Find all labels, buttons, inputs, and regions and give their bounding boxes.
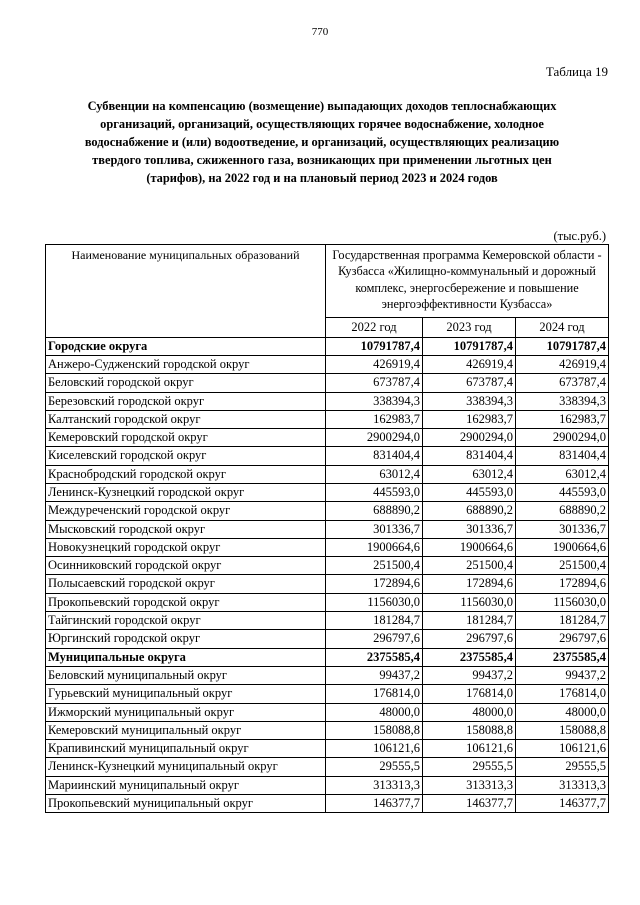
table-row [46,410,609,428]
municipality-name: Осинниковский городской округ [46,557,326,575]
value-2022: 296797,6 [326,630,423,648]
table-row [46,502,609,520]
value-2023: 63012,4 [423,465,516,483]
table-label: Таблица 19 [545,64,608,79]
value-2023: 338394,3 [423,392,516,410]
value-2024: 99437,2 [516,666,609,684]
value-2022: 2375585,4 [326,648,423,666]
document-title [44,97,600,187]
municipality-name: Прокопьевский муниципальный округ [46,795,326,813]
value-2023: 181284,7 [423,612,516,630]
table-row [46,593,609,611]
value-2022: 172894,6 [326,575,423,593]
municipality-name: Беловский городской округ [46,374,326,392]
table-row [46,557,609,575]
table-row [46,447,609,465]
table-row [46,740,609,758]
value-2024: 1900664,6 [516,538,609,556]
municipality-name: Полысаевский городской округ [46,575,326,593]
value-2023: 158088,8 [423,721,516,739]
value-2022: 301336,7 [326,520,423,538]
value-2024: 1156030,0 [516,593,609,611]
table-body [46,337,609,813]
municipality-name: Кемеровский городской округ [46,429,326,447]
group-row [46,648,609,666]
table-row [46,392,609,410]
value-2023: 2900294,0 [423,429,516,447]
page-number: 770 [311,26,329,38]
title-line: организаций, организаций, осуществляющих горячее водоснабжение, холодное [100,117,544,131]
table-row [46,630,609,648]
municipality-name: Ижморский муниципальный округ [46,703,326,721]
table-row [46,575,609,593]
value-2023: 29555,5 [423,758,516,776]
table-row [46,465,609,483]
municipality-name: Тайгинский городской округ [46,612,326,630]
value-2024: 673787,4 [516,374,609,392]
value-2024: 172894,6 [516,575,609,593]
value-2023: 301336,7 [423,520,516,538]
value-2024: 181284,7 [516,612,609,630]
title-line: водоснабжение и (или) водоотведение, и организаций, осуществляющих реализацию [84,135,560,149]
value-2022: 99437,2 [326,666,423,684]
value-2022: 2900294,0 [326,429,423,447]
title-line: (тарифов), на 2022 год и на плановый период 2023 и 2024 годов [146,171,498,185]
municipality-name: Краснобродский городской округ [46,465,326,483]
subsidies-table [45,244,609,813]
table-row [46,721,609,739]
value-2023: 146377,7 [423,795,516,813]
municipality-name: Юргинский городской округ [46,630,326,648]
value-2022: 162983,7 [326,410,423,428]
title-line: Субвенции на компенсацию (возмещение) выпадающих доходов теплоснабжающих [87,99,557,113]
value-2024: 29555,5 [516,758,609,776]
municipality-name: Киселевский городской округ [46,447,326,465]
value-2022: 158088,8 [326,721,423,739]
value-2023: 296797,6 [423,630,516,648]
table-header-row [46,245,609,318]
value-2024: 176814,0 [516,685,609,703]
value-2023: 162983,7 [423,410,516,428]
unit-label: (тыс.руб.) [553,229,606,243]
value-2023: 48000,0 [423,703,516,721]
value-2022: 10791787,4 [326,337,423,355]
value-2022: 176814,0 [326,685,423,703]
value-2024: 2375585,4 [516,648,609,666]
value-2023: 99437,2 [423,666,516,684]
table-row [46,355,609,373]
value-2024: 2900294,0 [516,429,609,447]
municipality-name: Городские округа [46,337,326,355]
value-2024: 251500,4 [516,557,609,575]
value-2022: 688890,2 [326,502,423,520]
value-2024: 158088,8 [516,721,609,739]
header-program: Государственная программа Кемеровской области - Кузбасса «Жилищно-коммунальный и дорожный комплекс, энергосбережение и повышение энергоэффективности Кузбасса» [326,245,609,318]
municipality-name: Ленинск-Кузнецкий городской округ [46,484,326,502]
municipality-name: Гурьевский муниципальный округ [46,685,326,703]
table-row [46,612,609,630]
value-2024: 313313,3 [516,776,609,794]
value-2024: 426919,4 [516,355,609,373]
table-row [46,538,609,556]
value-2024: 445593,0 [516,484,609,502]
value-2024: 296797,6 [516,630,609,648]
value-2023: 10791787,4 [423,337,516,355]
municipality-name: Крапивинский муниципальный округ [46,740,326,758]
value-2022: 445593,0 [326,484,423,502]
value-2024: 162983,7 [516,410,609,428]
municipality-name: Мариинский муниципальный округ [46,776,326,794]
header-year-2023: 2023 год [423,317,516,337]
municipality-name: Анжеро-Судженский городской округ [46,355,326,373]
value-2024: 106121,6 [516,740,609,758]
municipality-name: Беловский муниципальный округ [46,666,326,684]
value-2023: 445593,0 [423,484,516,502]
value-2023: 1156030,0 [423,593,516,611]
value-2023: 2375585,4 [423,648,516,666]
value-2022: 146377,7 [326,795,423,813]
value-2023: 426919,4 [423,355,516,373]
value-2023: 673787,4 [423,374,516,392]
value-2023: 1900664,6 [423,538,516,556]
table-row [46,484,609,502]
table-row [46,374,609,392]
header-year-2022: 2022 год [326,317,423,337]
value-2022: 831404,4 [326,447,423,465]
table-row [46,703,609,721]
value-2023: 176814,0 [423,685,516,703]
value-2022: 673787,4 [326,374,423,392]
municipality-name: Мысковский городской округ [46,520,326,538]
municipality-name: Березовский городской округ [46,392,326,410]
value-2022: 251500,4 [326,557,423,575]
group-row [46,337,609,355]
value-2022: 1156030,0 [326,593,423,611]
municipality-name: Новокузнецкий городской округ [46,538,326,556]
table-row [46,520,609,538]
municipality-name: Калтанский городской округ [46,410,326,428]
municipality-name: Прокопьевский городской округ [46,593,326,611]
table-row [46,776,609,794]
value-2024: 146377,7 [516,795,609,813]
value-2024: 688890,2 [516,502,609,520]
value-2024: 301336,7 [516,520,609,538]
table-row [46,758,609,776]
value-2022: 29555,5 [326,758,423,776]
table-row [46,795,609,813]
value-2024: 63012,4 [516,465,609,483]
value-2023: 313313,3 [423,776,516,794]
value-2024: 10791787,4 [516,337,609,355]
value-2024: 338394,3 [516,392,609,410]
value-2022: 106121,6 [326,740,423,758]
value-2022: 1900664,6 [326,538,423,556]
table-row [46,429,609,447]
header-name-column: Наименование муниципальных образований [46,245,326,338]
value-2023: 688890,2 [423,502,516,520]
title-line: твердого топлива, сжиженного газа, возникающих при применении льготных цен [92,153,552,167]
value-2023: 106121,6 [423,740,516,758]
value-2022: 181284,7 [326,612,423,630]
value-2024: 48000,0 [516,703,609,721]
value-2022: 63012,4 [326,465,423,483]
value-2023: 251500,4 [423,557,516,575]
value-2022: 48000,0 [326,703,423,721]
municipality-name: Кемеровский муниципальный округ [46,721,326,739]
value-2023: 831404,4 [423,447,516,465]
value-2022: 313313,3 [326,776,423,794]
value-2022: 338394,3 [326,392,423,410]
table-row [46,666,609,684]
value-2023: 172894,6 [423,575,516,593]
value-2024: 831404,4 [516,447,609,465]
table-row [46,685,609,703]
municipality-name: Междуреченский городской округ [46,502,326,520]
municipality-name: Муниципальные округа [46,648,326,666]
header-year-2024: 2024 год [516,317,609,337]
value-2022: 426919,4 [326,355,423,373]
municipality-name: Ленинск-Кузнецкий муниципальный округ [46,758,326,776]
